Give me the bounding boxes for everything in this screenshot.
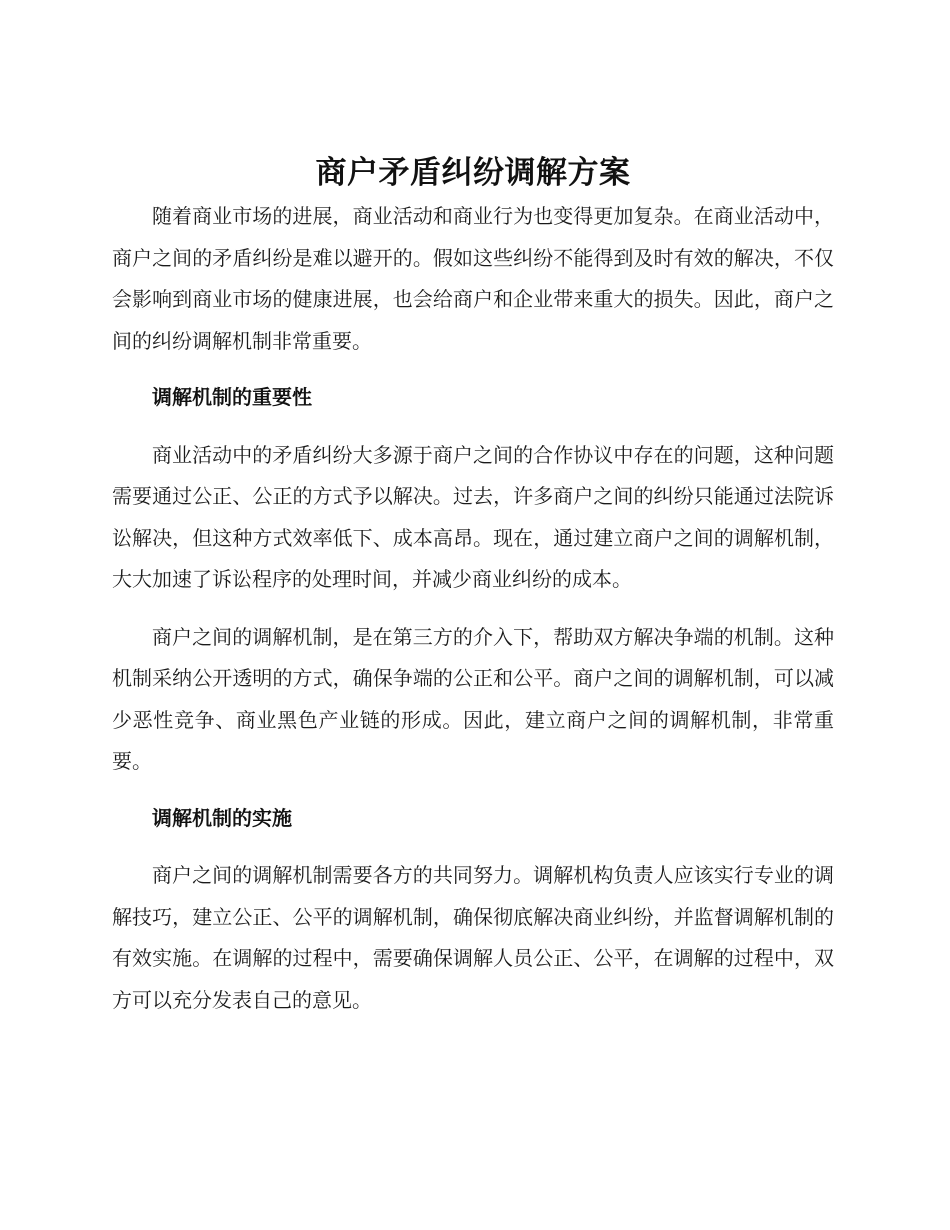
section-implementation — [112, 798, 834, 1022]
implementation-paragraph-1: 商户之间的调解机制需要各方的共同努力。调解机构负责人应该实行专业的调解技巧，建立公正、公平的调解机制，确保彻底解决商业纠纷，并监督调解机制的有效实施。在调解的过程中，需要确保调解人员公正、公平，在调解的过程中，双方可以充分发表自己的意见。 — [112, 863, 834, 1012]
importance-paragraph-2: 商户之间的调解机制，是在第三方的介入下，帮助双方解决争端的机制。这种机制采纳公开透明的方式，确保争端的公正和公平。商户之间的调解机制，可以减少恶性竞争、商业黑色产业链的形成。因此，建立商户之间的调解机制，非常重要。 — [112, 624, 834, 773]
document-page — [112, 150, 834, 1021]
intro-paragraph: 随着商业市场的进展，商业活动和商业行为也变得更加复杂。在商业活动中，商户之间的矛盾纠纷是难以避开的。假如这些纠纷不能得到及时有效的解决，不仅会影响到商业市场的健康进展，也会给商户和企业带来重大的损失。因此，商户之间的纠纷调解机制非常重要。 — [112, 204, 834, 353]
section-importance — [112, 377, 834, 783]
importance-paragraph-1: 商业活动中的矛盾纠纷大多源于商户之间的合作协议中存在的问题，这种问题需要通过公正、公正的方式予以解决。过去，许多商户之间的纠纷只能通过法院诉讼解决，但这种方式效率低下、成本高昂。现在，通过建立商户之间的调解机制，大大加速了诉讼程序的处理时间，并减少商业纠纷的成本。 — [112, 442, 834, 591]
document-title: 商户矛盾纠纷调解方案 — [315, 155, 631, 191]
section-heading-implementation: 调解机制的实施 — [152, 805, 292, 830]
section-heading-importance: 调解机制的重要性 — [152, 385, 312, 409]
